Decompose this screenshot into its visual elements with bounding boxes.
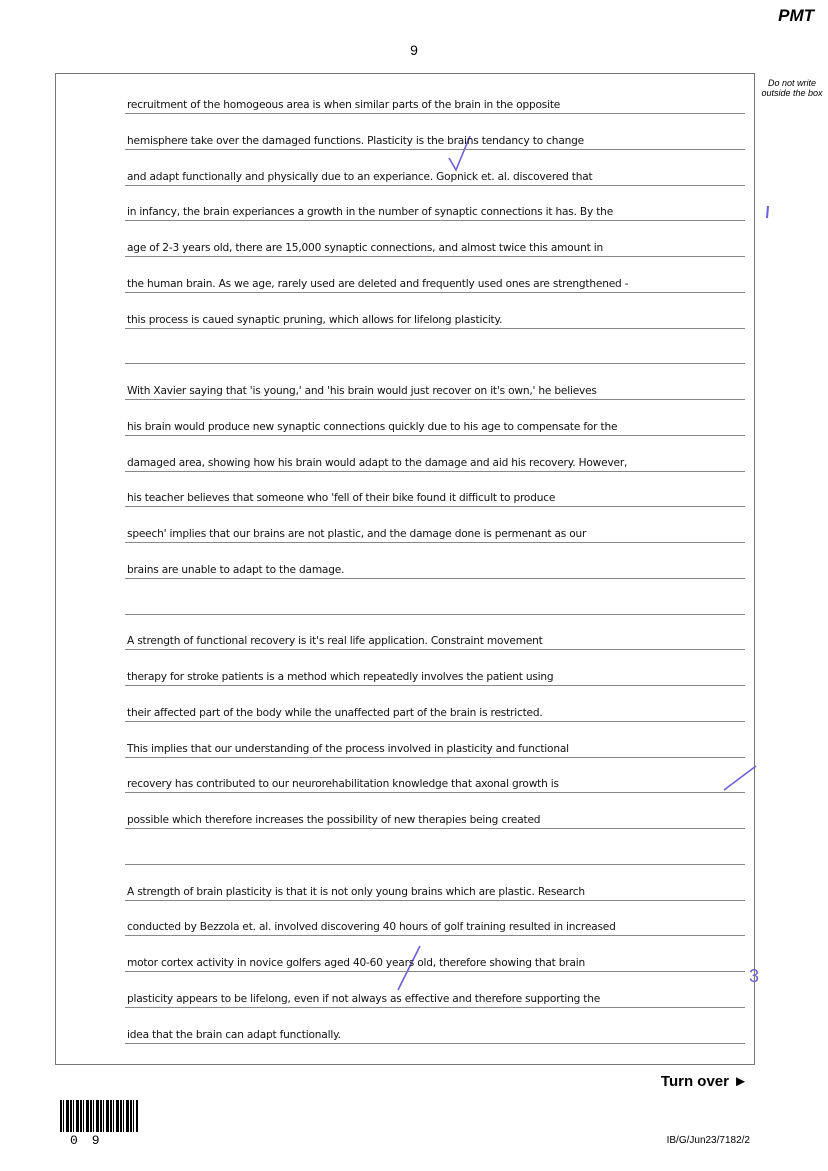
answer-line <box>125 301 745 329</box>
paper-code: IB/G/Jun23/7182/2 <box>666 1135 750 1146</box>
answer-line <box>125 444 745 472</box>
answer-line <box>125 336 745 364</box>
handwritten-text: speech' implies that our brains are not plastic, and the damage done is permenant as our <box>127 528 587 540</box>
handwritten-text: the human brain. As we age, rarely used are deleted and frequently used ones are strengthened - <box>127 277 629 290</box>
answer-line <box>125 944 745 972</box>
handwritten-text: recruitment of the homogeous area is when similar parts of the brain in the opposite <box>127 99 561 111</box>
handwritten-text: therapy for stroke patients is a method which repeatedly involves the patient using <box>127 671 554 683</box>
answer-line <box>125 515 745 543</box>
handwritten-text: his brain would produce new synaptic connections quickly due to his age to compensate for the <box>127 420 618 433</box>
handwritten-text: their affected part of the body while the unaffected part of the brain is restricted. <box>127 706 543 719</box>
handwritten-text: brains are unable to adapt to the damage. <box>127 563 345 576</box>
answer-line <box>125 372 745 400</box>
handwritten-text: hemisphere take over the damaged functions. Plasticity is the brains tendancy to change <box>127 134 584 147</box>
pmt-label: PMT <box>778 6 814 25</box>
page-number: 9 <box>410 42 418 58</box>
answer-line <box>125 122 745 150</box>
answer-line <box>125 193 745 221</box>
answer-line <box>125 408 745 436</box>
handwritten-text: idea that the brain can adapt functionally. <box>127 1028 341 1041</box>
handwritten-text: plasticity appears to be lifelong, even if not always as effective and therefore supporting the <box>127 992 601 1005</box>
answer-line <box>125 158 745 186</box>
handwritten-text: A strength of functional recovery is it's real life application. Constraint movement <box>127 635 543 648</box>
handwritten-text: this process is caued synaptic pruning, which allows for lifelong plasticity. <box>127 313 503 326</box>
examiner-score: 3 <box>749 966 760 986</box>
handwritten-text: age of 2-3 years old, there are 15,000 synaptic connections, and almost twice this amount in <box>127 242 603 254</box>
handwritten-text: motor cortex activity in novice golfers aged 40-60 years old, therefore showing that brain <box>127 957 586 969</box>
answer-line <box>125 229 745 257</box>
answer-line <box>125 765 745 793</box>
answer-line <box>125 908 745 936</box>
handwritten-text: conducted by Bezzola et. al. involved discovering 40 hours of golf training resulted in increased <box>127 921 616 934</box>
handwritten-text: possible which therefore increases the possibility of new therapies being created <box>127 814 541 826</box>
answer-line <box>125 265 745 293</box>
answer-line <box>125 1016 745 1044</box>
answer-line <box>125 980 745 1008</box>
answer-line <box>125 837 745 865</box>
answer-line <box>125 551 745 579</box>
answer-line <box>125 86 745 114</box>
barcode-number: 09 <box>70 1133 114 1148</box>
answer-line <box>125 730 745 758</box>
answer-line <box>125 622 745 650</box>
handwritten-text: This implies that our understanding of the process involved in plasticity and functional <box>127 742 569 755</box>
handwritten-text: A strength of brain plasticity is that it is not only young brains which are plastic. Research <box>127 885 585 898</box>
margin-note: Do not write outside the box <box>761 78 823 98</box>
handwritten-text: damaged area, showing how his brain would adapt to the damage and aid his recovery. However, <box>127 456 628 469</box>
handwritten-text: With Xavier saying that 'is young,' and 'his brain would just recover on it's own,' he believes <box>127 385 597 397</box>
handwritten-text: in infancy, the brain experiances a growth in the number of synaptic connections it has. By the <box>127 206 614 219</box>
answer-line <box>125 587 745 615</box>
answer-line <box>125 479 745 507</box>
answer-line <box>125 873 745 901</box>
handwritten-text: and adapt functionally and physically due to an experiance. Gopnick et. al. discovered that <box>127 170 593 183</box>
handwritten-text: recovery has contributed to our neurorehabilitation knowledge that axonal growth is <box>127 778 559 791</box>
answer-line <box>125 801 745 829</box>
handwritten-text: his teacher believes that someone who 'fell of their bike found it difficult to produce <box>127 492 556 505</box>
turn-over-label: Turn over ► <box>660 1073 748 1090</box>
answer-line <box>125 694 745 722</box>
answer-line <box>125 658 745 686</box>
